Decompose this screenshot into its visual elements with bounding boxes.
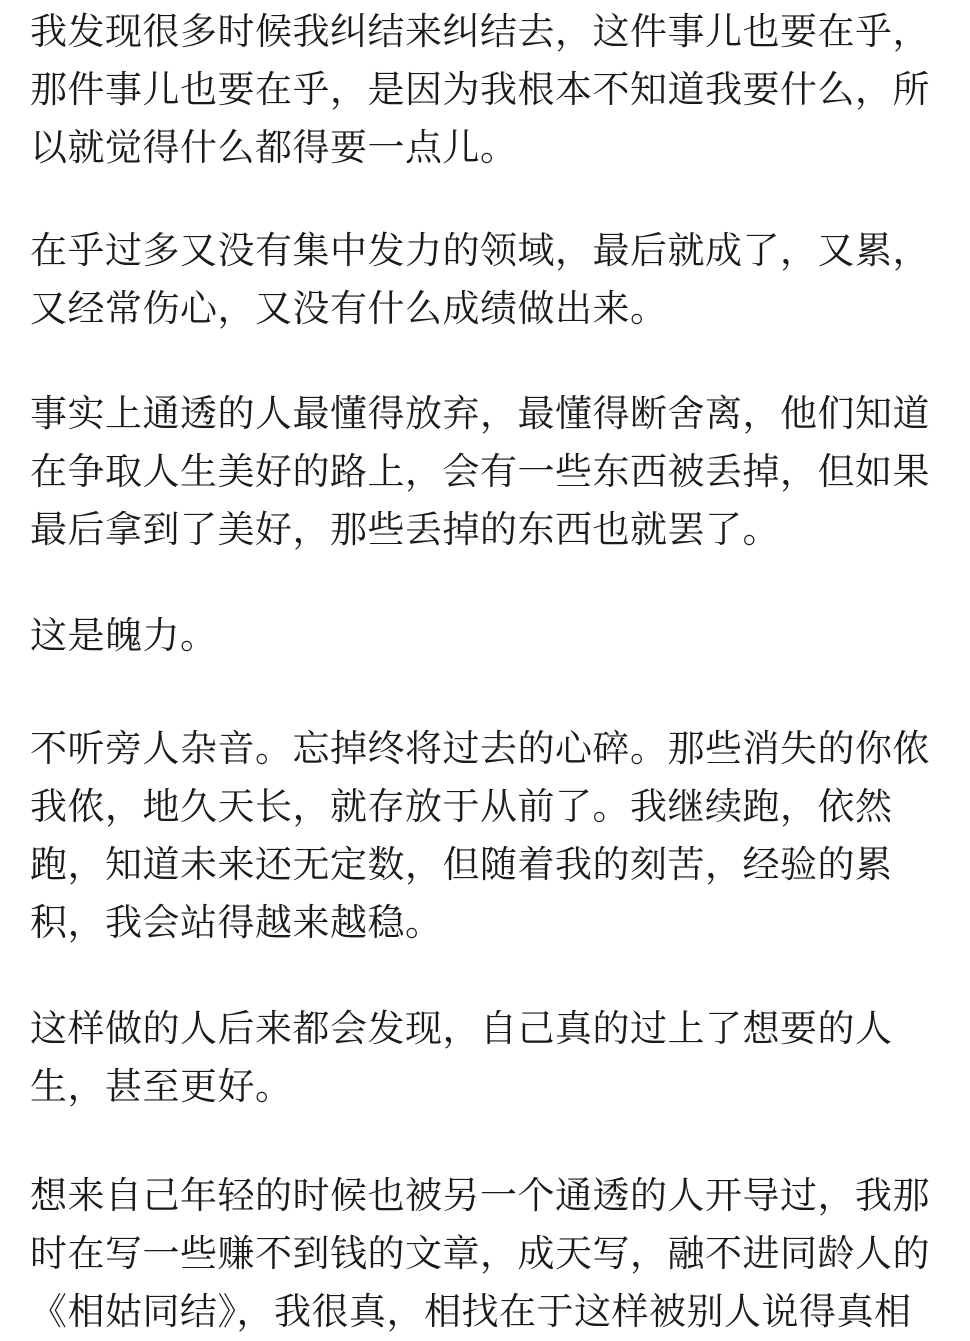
text-line: 最后拿到了美好，那些丢掉的东西也就罢了。 <box>30 508 780 551</box>
paragraph-4 <box>30 607 920 665</box>
text-line: 不听旁人杂音。忘掉终将过去的心碎。那些消失的你侬 <box>30 727 930 770</box>
text-line: 我发现很多时候我纠结来纠结去，这件事儿也要在乎， <box>30 10 930 53</box>
paragraph-1 <box>30 3 930 177</box>
text-line: 我侬，地久天长，就存放于从前了。我继续跑，依然 <box>30 785 893 828</box>
text-line: 跑，知道未来还无定数，但随着我的刻苦，经验的累 <box>30 843 893 886</box>
text-line: 以就觉得什么都得要一点儿。 <box>30 126 518 169</box>
text-line: 在争取人生美好的路上，会有一些东西被丢掉，但如果 <box>30 450 930 493</box>
text-line: 生，甚至更好。 <box>30 1065 293 1108</box>
text-line: 《相姑同结》，我很真，相找在于这样被别人说得真相 <box>30 1290 912 1333</box>
text-line: 积，我会站得越来越稳。 <box>30 901 443 944</box>
paragraph-3 <box>30 385 930 559</box>
paragraph-6 <box>30 1000 920 1116</box>
text-line: 这是魄力。 <box>30 614 218 657</box>
text-line: 这样做的人后来都会发现，自己真的过上了想要的人 <box>30 1007 893 1050</box>
paragraph-7 <box>30 1167 930 1341</box>
paragraph-2 <box>30 222 930 338</box>
text-line: 想来自己年轻的时候也被另一个通透的人开导过，我那 <box>30 1174 930 1217</box>
text-line: 那件事儿也要在乎，是因为我根本不知道我要什么，所 <box>30 68 930 111</box>
text-line: 事实上通透的人最懂得放弃，最懂得断舍离，他们知道 <box>30 392 930 435</box>
text-line: 又经常伤心，又没有什么成绩做出来。 <box>30 287 668 330</box>
text-line: 在乎过多又没有集中发力的领域，最后就成了，又累， <box>30 229 930 272</box>
paragraph-5 <box>30 720 930 952</box>
text-line: 时在写一些赚不到钱的文章，成天写，融不进同龄人的 <box>30 1232 930 1275</box>
